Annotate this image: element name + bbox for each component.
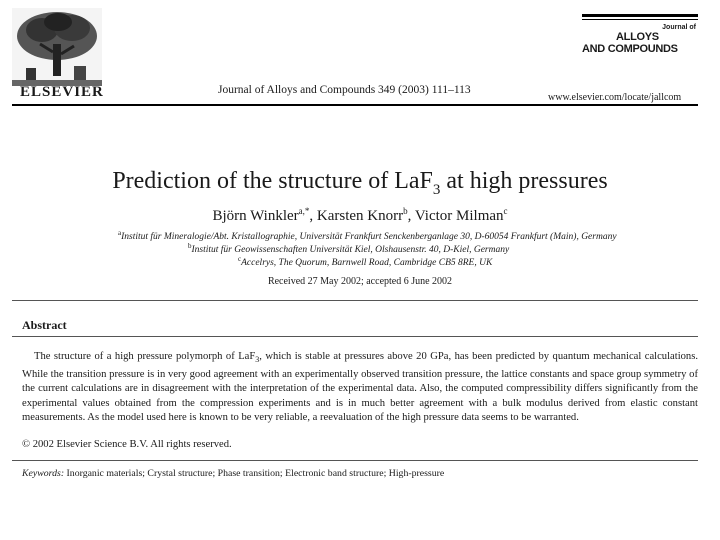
author-marker: a,* — [298, 206, 310, 216]
brand-rule — [582, 14, 698, 17]
author-list: Björn Winkler$^{a,*}$, Karsten Knorr$^b$, Victor Milman$^c$ — [212, 206, 508, 224]
title-end: at high pressures — [440, 168, 608, 194]
abstract-paragraph — [22, 350, 698, 426]
author-name[interactable]: Victor Milman — [414, 208, 504, 224]
journal-citation: Journal of Alloys and Compounds 349 (2003) 111–113 — [218, 84, 471, 96]
keywords-label: Keywords: — [22, 468, 65, 479]
brand-line-1: ALLOYS — [616, 31, 659, 43]
author-marker: c — [503, 206, 508, 216]
abstract-body — [22, 350, 698, 426]
affiliation — [238, 255, 492, 268]
copyright: © 2002 Elsevier Science B.V. All rights reserved. — [22, 439, 232, 450]
divider — [12, 460, 698, 461]
header-rule — [12, 104, 698, 106]
affiliation-text: Accelrys, The Quorum, Barnwell Road, Cambridge CB5 8RE, UK — [241, 258, 493, 269]
affiliation-marker: c — [238, 255, 242, 263]
abstract-heading: Abstract — [22, 318, 67, 332]
keywords — [22, 468, 444, 479]
affiliation-marker: b — [188, 242, 192, 250]
abstract-subscript: 3 — [255, 355, 260, 365]
journal-brand — [582, 14, 698, 55]
brand-rule-thin — [582, 19, 698, 20]
affiliation — [118, 229, 617, 242]
journal-url[interactable]: www.elsevier.com/locate/jallcom — [548, 92, 682, 103]
author-name[interactable]: Björn Winkler — [212, 208, 299, 224]
divider — [12, 336, 698, 337]
abstract-text-1: The structure of a high pressure polymorph of LaF — [34, 351, 256, 362]
article-title — [0, 168, 720, 199]
author-marker: b — [403, 206, 408, 216]
brand-small-text: Journal of — [662, 24, 696, 31]
affiliation-marker: a — [118, 229, 122, 237]
title-main: Prediction of the structure of LaF — [112, 168, 433, 194]
affiliation-text: Institut für Mineralogie/Abt. Kristallographie, Universität Frankfurt Senckenberganlage 30, D-60054 Frankfurt (Main), Germany — [121, 232, 617, 243]
publisher-name: ELSEVIER — [20, 84, 104, 100]
affiliation — [188, 242, 509, 255]
brand-line-2: AND COMPOUNDS — [582, 43, 678, 55]
keywords-text: Inorganic materials; Crystal structure; Phase transition; Electronic band structure; High-pressure — [64, 468, 445, 479]
abstract-text-2: , which is stable at pressures above 20 GPa, has been predicted by quantum mechanical calculations. While the transition pressure is in very good agreement with an experimentally observed transition pressure, the lattice constants and space group symmetry of the current calculations are in disagreement with the interpretation of the experimental data. Also, the computed compressibility differs significantly from the experimental values obtained from the compression experiments and is in much better agreement with a bulk modulus derived from elastic constant measurements. As the model used here is known to be very reliable, a reevaluation of the high pressure data seems to be warranted. — [22, 351, 699, 424]
received-date: Received 27 May 2002; accepted 6 June 2002 — [267, 276, 453, 287]
divider — [12, 300, 698, 301]
affiliation-text: Institut für Geowissenschaften Universität Kiel, Olshausenstr. 40, D-Kiel, Germany — [191, 245, 510, 256]
author-name[interactable]: Karsten Knorr — [316, 208, 404, 224]
title-subscript: 3 — [432, 181, 441, 198]
